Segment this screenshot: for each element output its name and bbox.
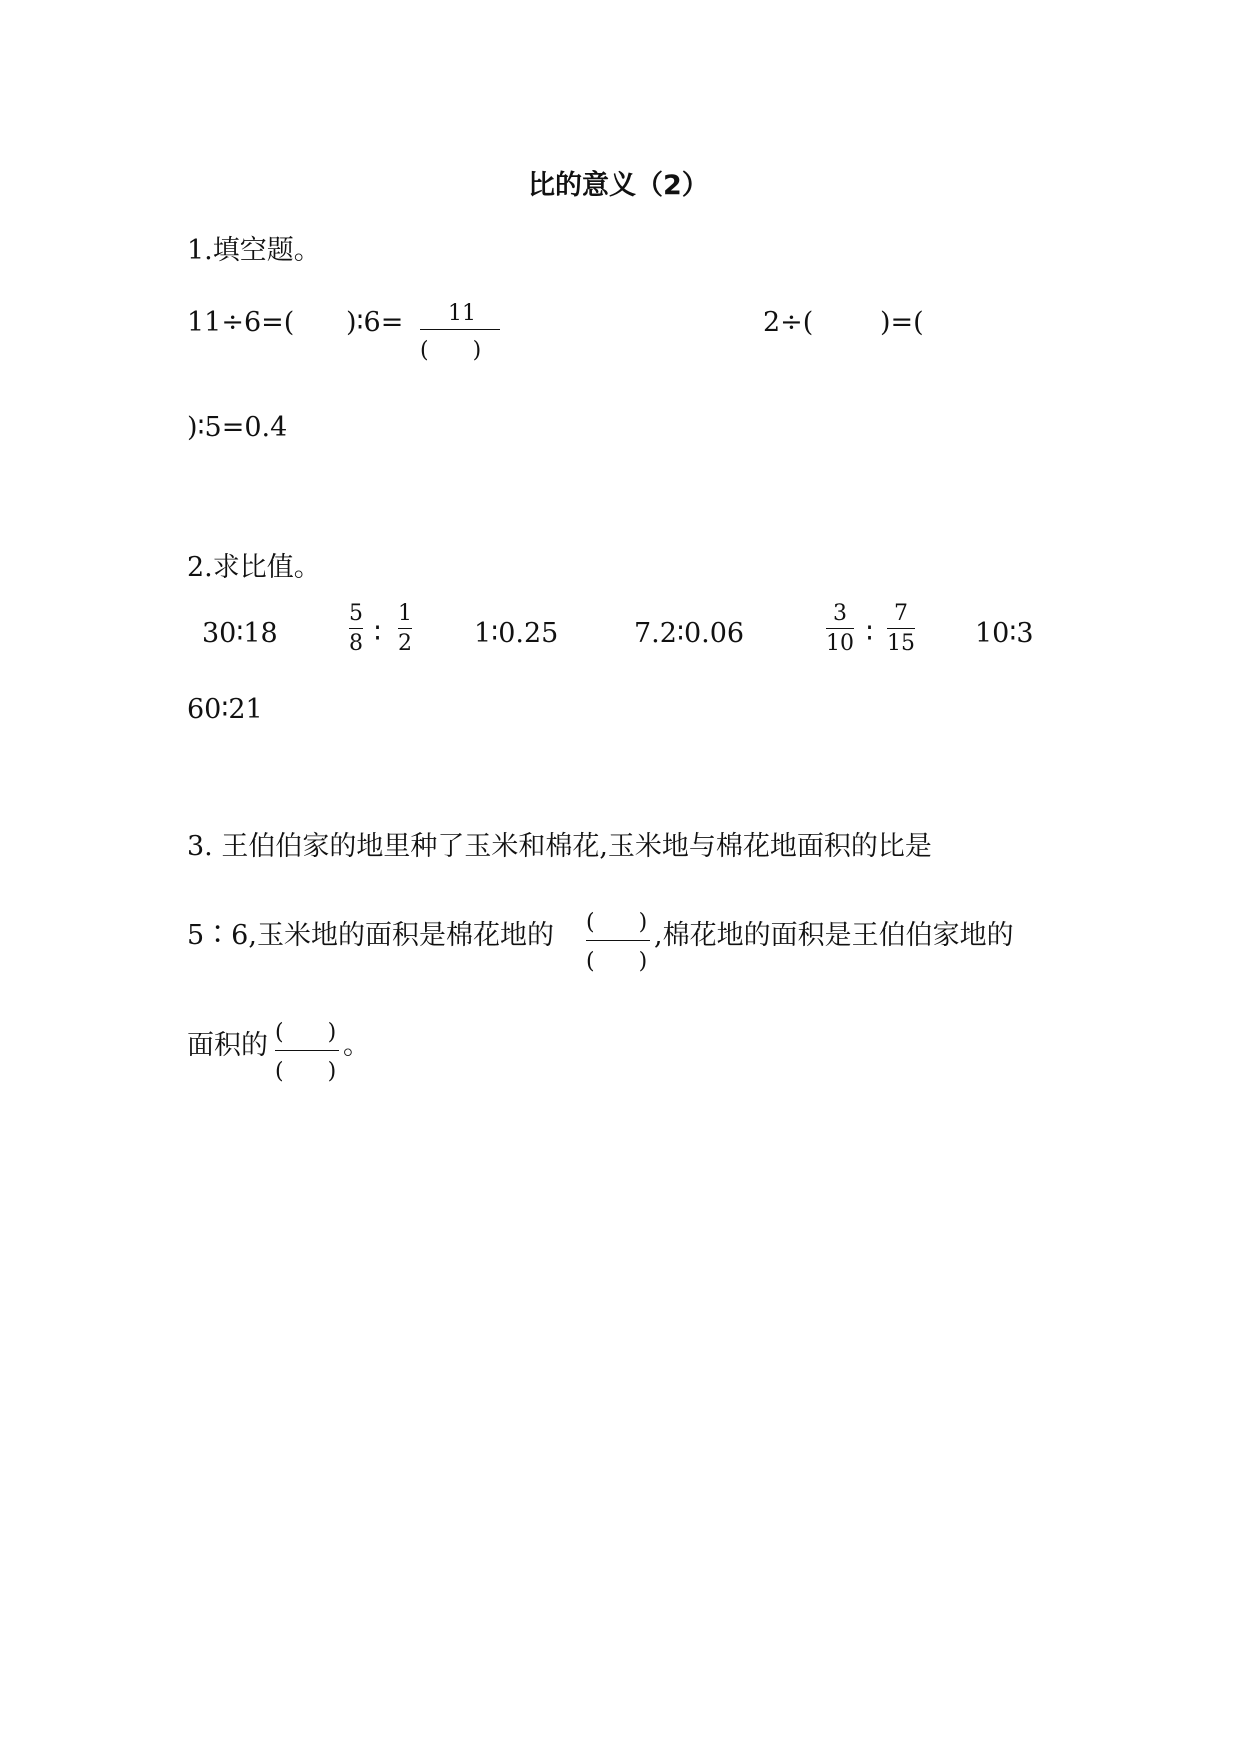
q2-item-2-colon: ∶: [374, 618, 382, 649]
q3-line-3-post: 。: [343, 1030, 370, 1061]
q3-line-3-pre: 面积的: [187, 1030, 268, 1061]
denominator: 2: [398, 631, 412, 656]
q3-blank-1-denominator: ( ): [586, 949, 648, 974]
numerator: 7: [887, 603, 915, 629]
q1-eq-a-frac-bar: [420, 329, 500, 330]
q2-item-5-fraction-b: [887, 603, 915, 655]
q1-eq-b-mid: )=(: [880, 307, 924, 338]
q3-blank-1-numerator: ( ): [586, 910, 648, 935]
q2-item-5-fraction-a: [826, 603, 854, 655]
numerator: 3: [826, 603, 854, 629]
q3-line-2-pre: 5∶6,玉米地的面积是棉花地的: [187, 920, 554, 951]
q1-eq-a-frac-num: 11: [448, 301, 476, 326]
denominator: 10: [826, 631, 854, 656]
q2-item-2-fraction-b: [398, 603, 412, 655]
q1-heading: 1.填空题。: [187, 235, 321, 266]
denominator: 15: [887, 631, 915, 656]
denominator: 8: [349, 631, 363, 656]
q2-item-4: 7.2∶0.06: [634, 618, 745, 649]
q3-blank-1-bar: [586, 940, 650, 941]
q3-blank-2-bar: [275, 1050, 339, 1051]
q2-item-3: 1∶0.25: [474, 618, 559, 649]
numerator: 1: [398, 603, 412, 629]
q1-eq-a-left: 11÷6=(: [187, 307, 295, 338]
q2-item-6: 10∶3: [975, 618, 1034, 649]
q3-blank-2-numerator: ( ): [275, 1020, 337, 1045]
q3-line-1: 3. 王伯伯家的地里种了玉米和棉花,玉米地与棉花地面积的比是: [187, 831, 932, 862]
q2-heading: 2.求比值。: [187, 552, 321, 583]
q1-eq-a-mid: )∶6=: [346, 307, 404, 338]
q2-item-2-fraction-a: [349, 603, 363, 655]
q3-line-2-post: ,棉花地的面积是王伯伯家地的: [654, 920, 1014, 951]
q2-item-1: 30∶18: [202, 618, 278, 649]
q2-item-5-colon: ∶: [866, 618, 874, 649]
q1-eq-b-left: 2÷(: [763, 307, 814, 338]
q3-blank-2-denominator: ( ): [275, 1059, 337, 1084]
numerator: 5: [349, 603, 363, 629]
q1-eq-a-frac-den: ( ): [420, 338, 482, 363]
q1-eq-b-continuation: )∶5=0.4: [187, 412, 288, 443]
q2-item-7: 60∶21: [187, 694, 263, 725]
page-title: 比的意义（2）: [528, 170, 709, 201]
